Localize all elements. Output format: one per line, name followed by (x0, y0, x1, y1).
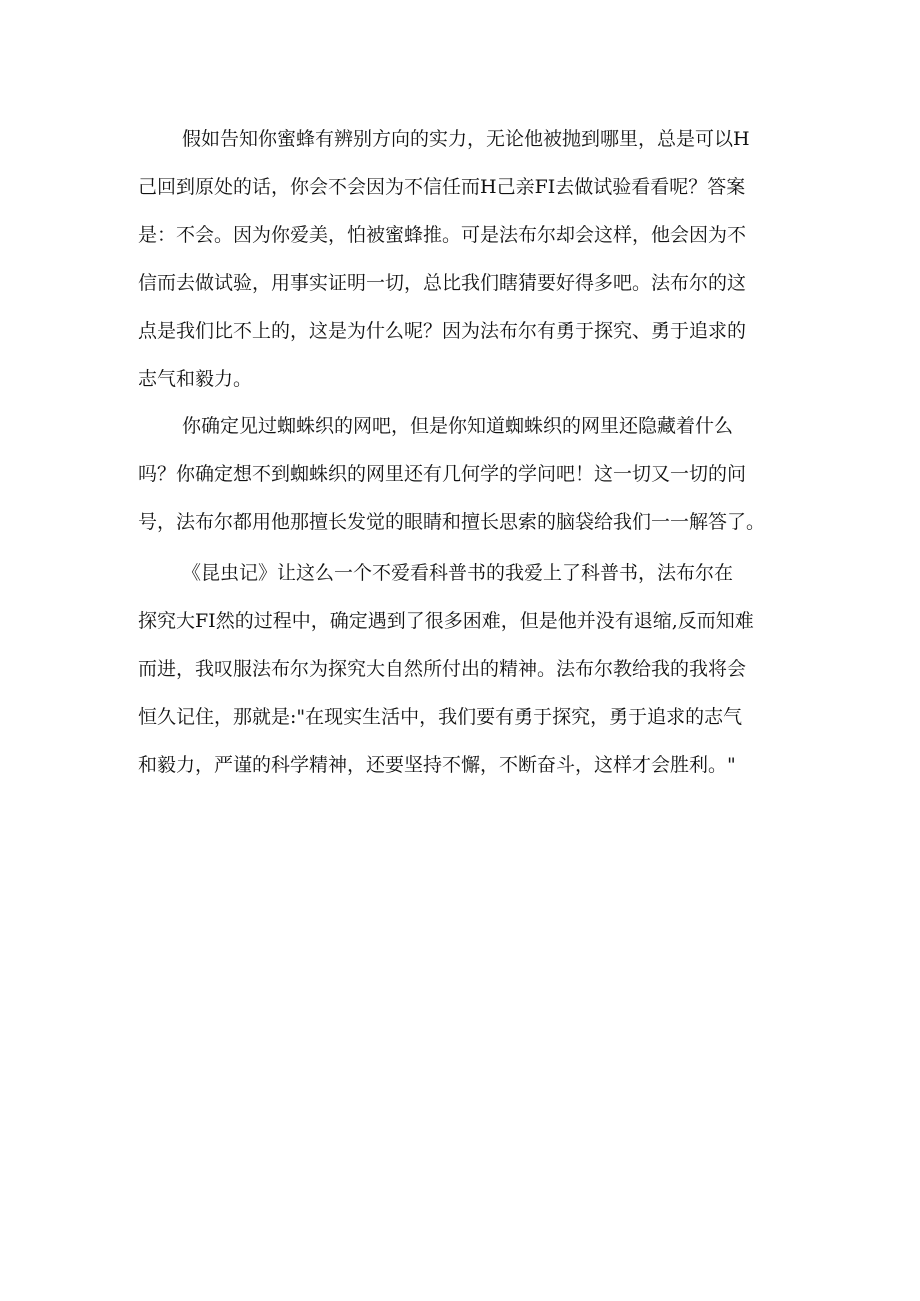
paragraph-line: 信而去做试验，用事实证明一切，总比我们瞎猜要好得多吧。法布尔的这 (138, 272, 747, 294)
paragraph-line: 点是我们比不上的，这是为什么呢？因为法布尔有勇于探究、勇于追求的 (138, 320, 747, 342)
paragraph-line: 是：不会。因为你爱美，怕被蜜蜂推。可是法布尔却会这样，他会因为不 (138, 224, 747, 246)
paragraph-line: 《昆虫记》让这么一个不爱看科普书的我爱上了科普书，法布尔在 (182, 562, 734, 584)
paragraph-line: 恒久记住，那就是:"在现实生活中，我们要有勇于探究，勇于追求的志气 (138, 706, 743, 728)
paragraph-line: 探究大FI然的过程中，确定遇到了很多困难，但是他并没有退缩,反而知难 (138, 610, 754, 632)
paragraph-line: 号，法布尔都用他那擅长发觉的眼睛和擅长思索的脑袋给我们一一解答了。 (138, 511, 766, 533)
paragraph-line: 志气和毅力。 (138, 368, 253, 390)
paragraph-line: 己回到原处的话，你会不会因为不信任而H己亲FI去做试验看看呢？答案 (138, 176, 746, 198)
paragraph-line: 而进，我叹服法布尔为探究大自然所付出的精神。法布尔教给我的我将会 (138, 658, 747, 680)
paragraph-line: 和毅力，严谨的科学精神，还要坚持不懈，不断奋斗，这样才会胜利。" (138, 754, 736, 776)
paragraph-line: 吗？你确定想不到蜘蛛织的网里还有几何学的学问吧！这一切又一切的问 (138, 463, 747, 485)
paragraph-line: 你确定见过蜘蛛织的网吧，但是你知道蜘蛛织的网里还隐藏着什么 (182, 415, 734, 437)
paragraph-line: 假如告知你蜜蜂有辨别方向的实力，无论他被抛到哪里，总是可以H (182, 128, 750, 150)
